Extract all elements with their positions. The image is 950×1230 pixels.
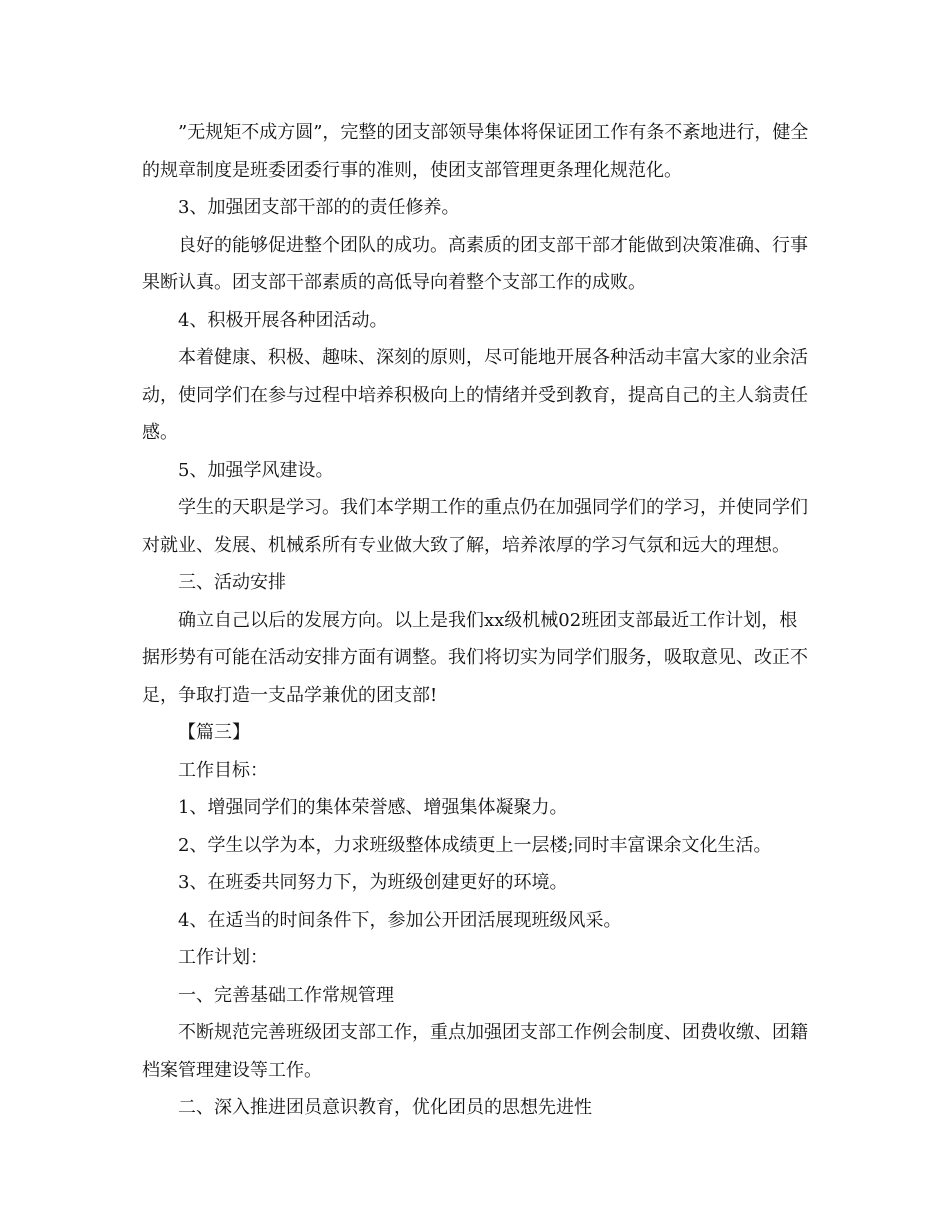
paragraph: 3、加强团支部干部的的责任修养。 bbox=[178, 197, 460, 218]
paragraph: 4、积极开展各种团活动。 bbox=[178, 309, 388, 331]
paragraph: ”无规矩不成方圆”，完整的团支部领导集体将保证团工作有条不紊地进行，健全的规章制度是班委团委行事的准则，使团支部管理更条理化规范化。 bbox=[142, 122, 809, 181]
section-heading: 一、完善基础工作常规管理 bbox=[178, 984, 394, 1006]
list-item: 2、学生以学为本，力求班级整体成绩更上一层楼;同时丰富课余文化生活。 bbox=[178, 834, 772, 856]
section-heading: 【篇三】 bbox=[178, 722, 250, 743]
document-body bbox=[142, 114, 810, 1127]
list-item: 4、在适当的时间条件下，参加公开团活展现班级风采。 bbox=[178, 909, 622, 931]
paragraph: 本着健康、积极、趣味、深刻的原则，尽可能地开展各种活动丰富大家的业余活动，使同学们在参与过程中培养积极向上的情绪并受到教育，提高自己的主人翁责任感。 bbox=[142, 347, 808, 443]
paragraph: 学生的天职是学习。我们本学期工作的重点仍在加强同学们的学习，并使同学们对就业、发展、机械系所有专业做大致了解，培养浓厚的学习气氛和远大的理想。 bbox=[142, 497, 808, 556]
list-item: 3、在班委共同努力下，为班级创建更好的环境。 bbox=[178, 872, 568, 893]
paragraph: 确立自己以后的发展方向。以上是我们xx级机械02班团支部最近工作计划，根据形势有可能在活动安排方面有调整。我们将切实为同学们服务，吸取意见、改正不足，争取打造一支品学兼优的团支部! bbox=[142, 609, 808, 706]
paragraph: 工作目标： bbox=[178, 759, 268, 781]
paragraph: 良好的能够促进整个团队的成功。高素质的团支部干部才能做到决策准确、行事果断认真。团支部干部素质的高低导向着整个支部工作的成败。 bbox=[142, 234, 808, 293]
list-item: 1、增强同学们的集体荣誉感、增强集体凝聚力。 bbox=[178, 797, 568, 818]
paragraph: 工作计划： bbox=[178, 947, 268, 968]
paragraph: 5、加强学风建设。 bbox=[178, 459, 334, 481]
paragraph: 不断规范完善班级团支部工作，重点加强团支部工作例会制度、团费收缴、团籍档案管理建设等工作。 bbox=[142, 1022, 808, 1081]
section-heading: 二、深入推进团员意识教育，优化团员的思想先进性 bbox=[178, 1097, 592, 1118]
section-heading: 三、活动安排 bbox=[178, 572, 286, 593]
